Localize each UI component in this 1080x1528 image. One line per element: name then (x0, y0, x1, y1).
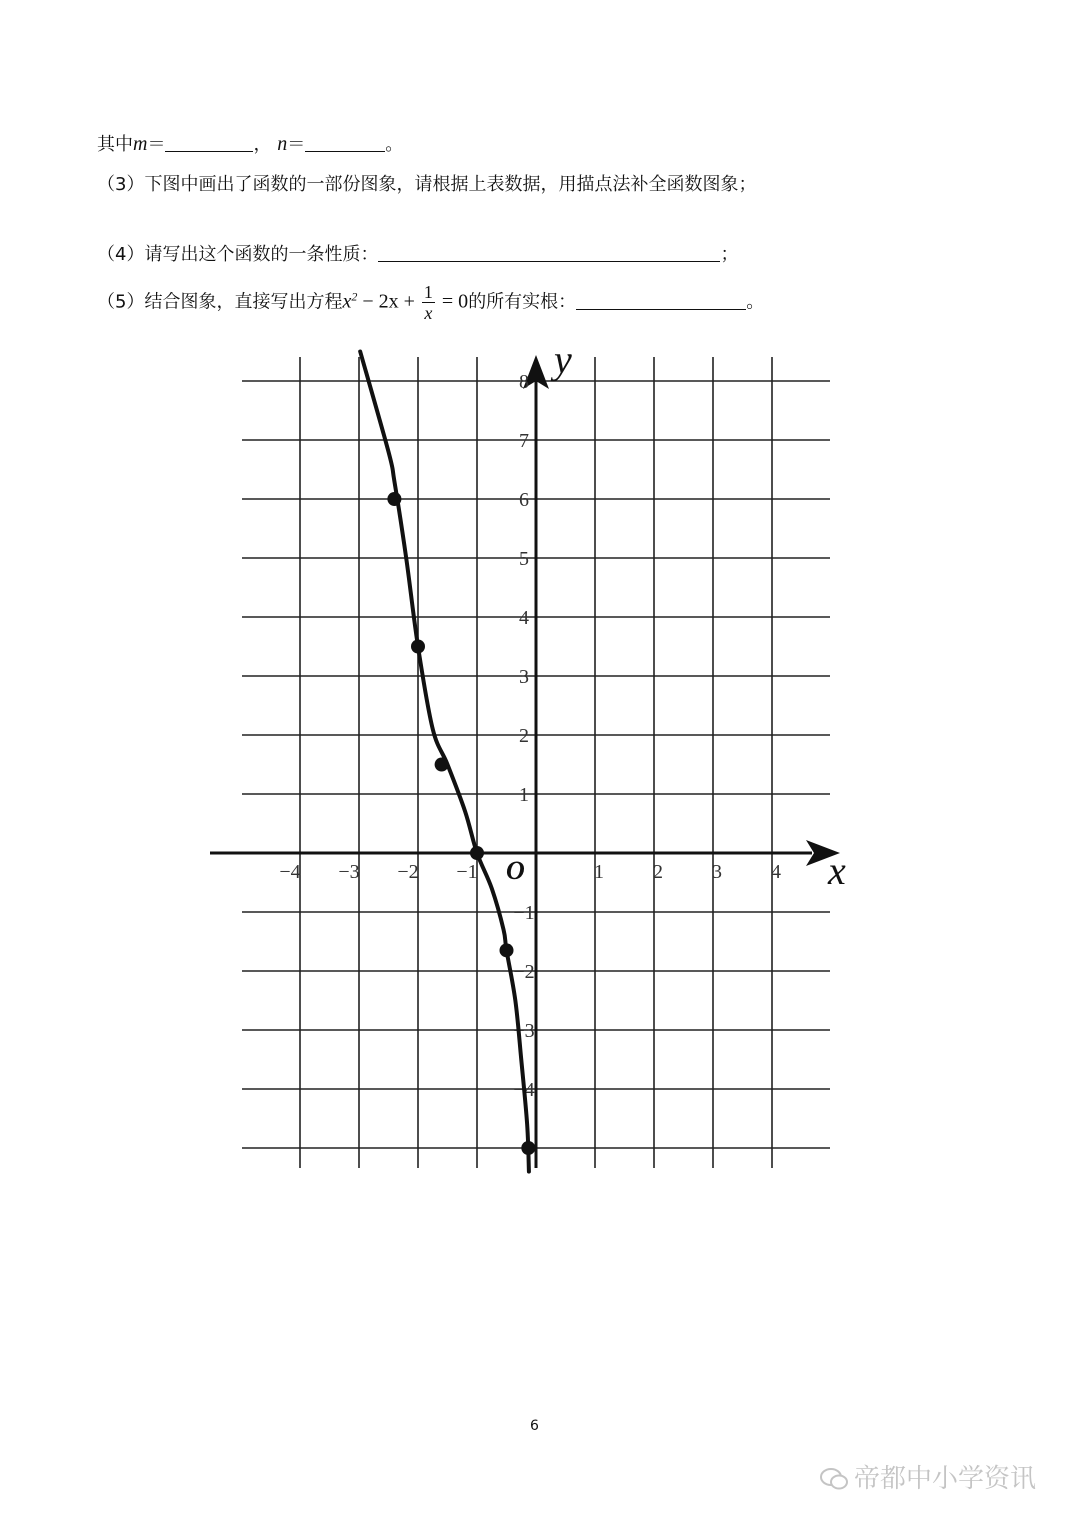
y-tick-label: 2 (519, 725, 529, 747)
watermark (820, 1458, 1036, 1495)
wechat-icon (820, 1468, 848, 1490)
x-tick-label: 2 (653, 861, 663, 883)
data-point (435, 758, 449, 772)
watermark-text: 帝都中小学资讯 (854, 1464, 1037, 1494)
equals-sign-m: ＝ (147, 134, 166, 155)
period: 。 (385, 134, 404, 155)
var-m: m (133, 133, 148, 155)
y-tick-label: 8 (519, 371, 529, 393)
y-tick-label: 3 (519, 666, 529, 688)
data-point (521, 1141, 535, 1155)
axes (210, 355, 840, 1168)
comma: ， (253, 134, 272, 155)
y-tick-label: −1 (513, 902, 535, 924)
q5-prefix: （5）结合图象，直接写出方程 (97, 291, 343, 313)
page-number: 6 (530, 1418, 539, 1434)
data-point (411, 640, 425, 654)
y-tick-label: −4 (513, 1079, 535, 1101)
equation-right: = 0 (436, 290, 469, 313)
x-axis-label: x (828, 848, 846, 893)
line1-prefix: 其中 (97, 134, 133, 155)
y-tick-label: 6 (519, 489, 529, 511)
y-tick-label: −3 (513, 1020, 535, 1042)
origin-label: O (506, 856, 525, 885)
x-tick-label: −4 (279, 861, 301, 883)
equation-x: x (342, 290, 352, 313)
x-tick-label: 3 (712, 861, 722, 883)
y-tick-label: 7 (519, 430, 529, 452)
equation-exponent: 2 (351, 289, 358, 304)
fraction-denominator: x (422, 302, 435, 323)
var-n: n (277, 133, 288, 155)
fraction-numerator: 1 (423, 282, 433, 302)
q5-suffix: 的所有实根： (468, 291, 577, 313)
tick-labels (279, 337, 846, 1101)
equation-middle: − 2x + (357, 290, 420, 313)
y-tick-label: −2 (513, 961, 535, 983)
y-tick-label: 4 (519, 607, 529, 629)
question-3: （3）下图中画出了函数的一部份图象，请根据上表数据，用描点法补全函数图象； (97, 174, 757, 195)
q4-end: ； (720, 244, 739, 265)
x-tick-label: −2 (397, 861, 419, 883)
q4-text: （4）请写出这个函数的一条性质： (97, 244, 379, 265)
data-point (470, 846, 484, 860)
y-tick-label: 1 (519, 784, 529, 806)
equals-sign-n: ＝ (287, 134, 306, 155)
x-tick-label: 4 (771, 861, 781, 883)
q5-end: 。 (746, 291, 765, 313)
data-point (387, 492, 401, 506)
x-tick-label: −3 (338, 861, 360, 883)
x-tick-label: 1 (594, 861, 604, 883)
y-axis-label: y (554, 337, 572, 382)
x-tick-label: −1 (456, 861, 478, 883)
data-point (500, 943, 514, 957)
y-tick-label: 5 (519, 548, 529, 570)
